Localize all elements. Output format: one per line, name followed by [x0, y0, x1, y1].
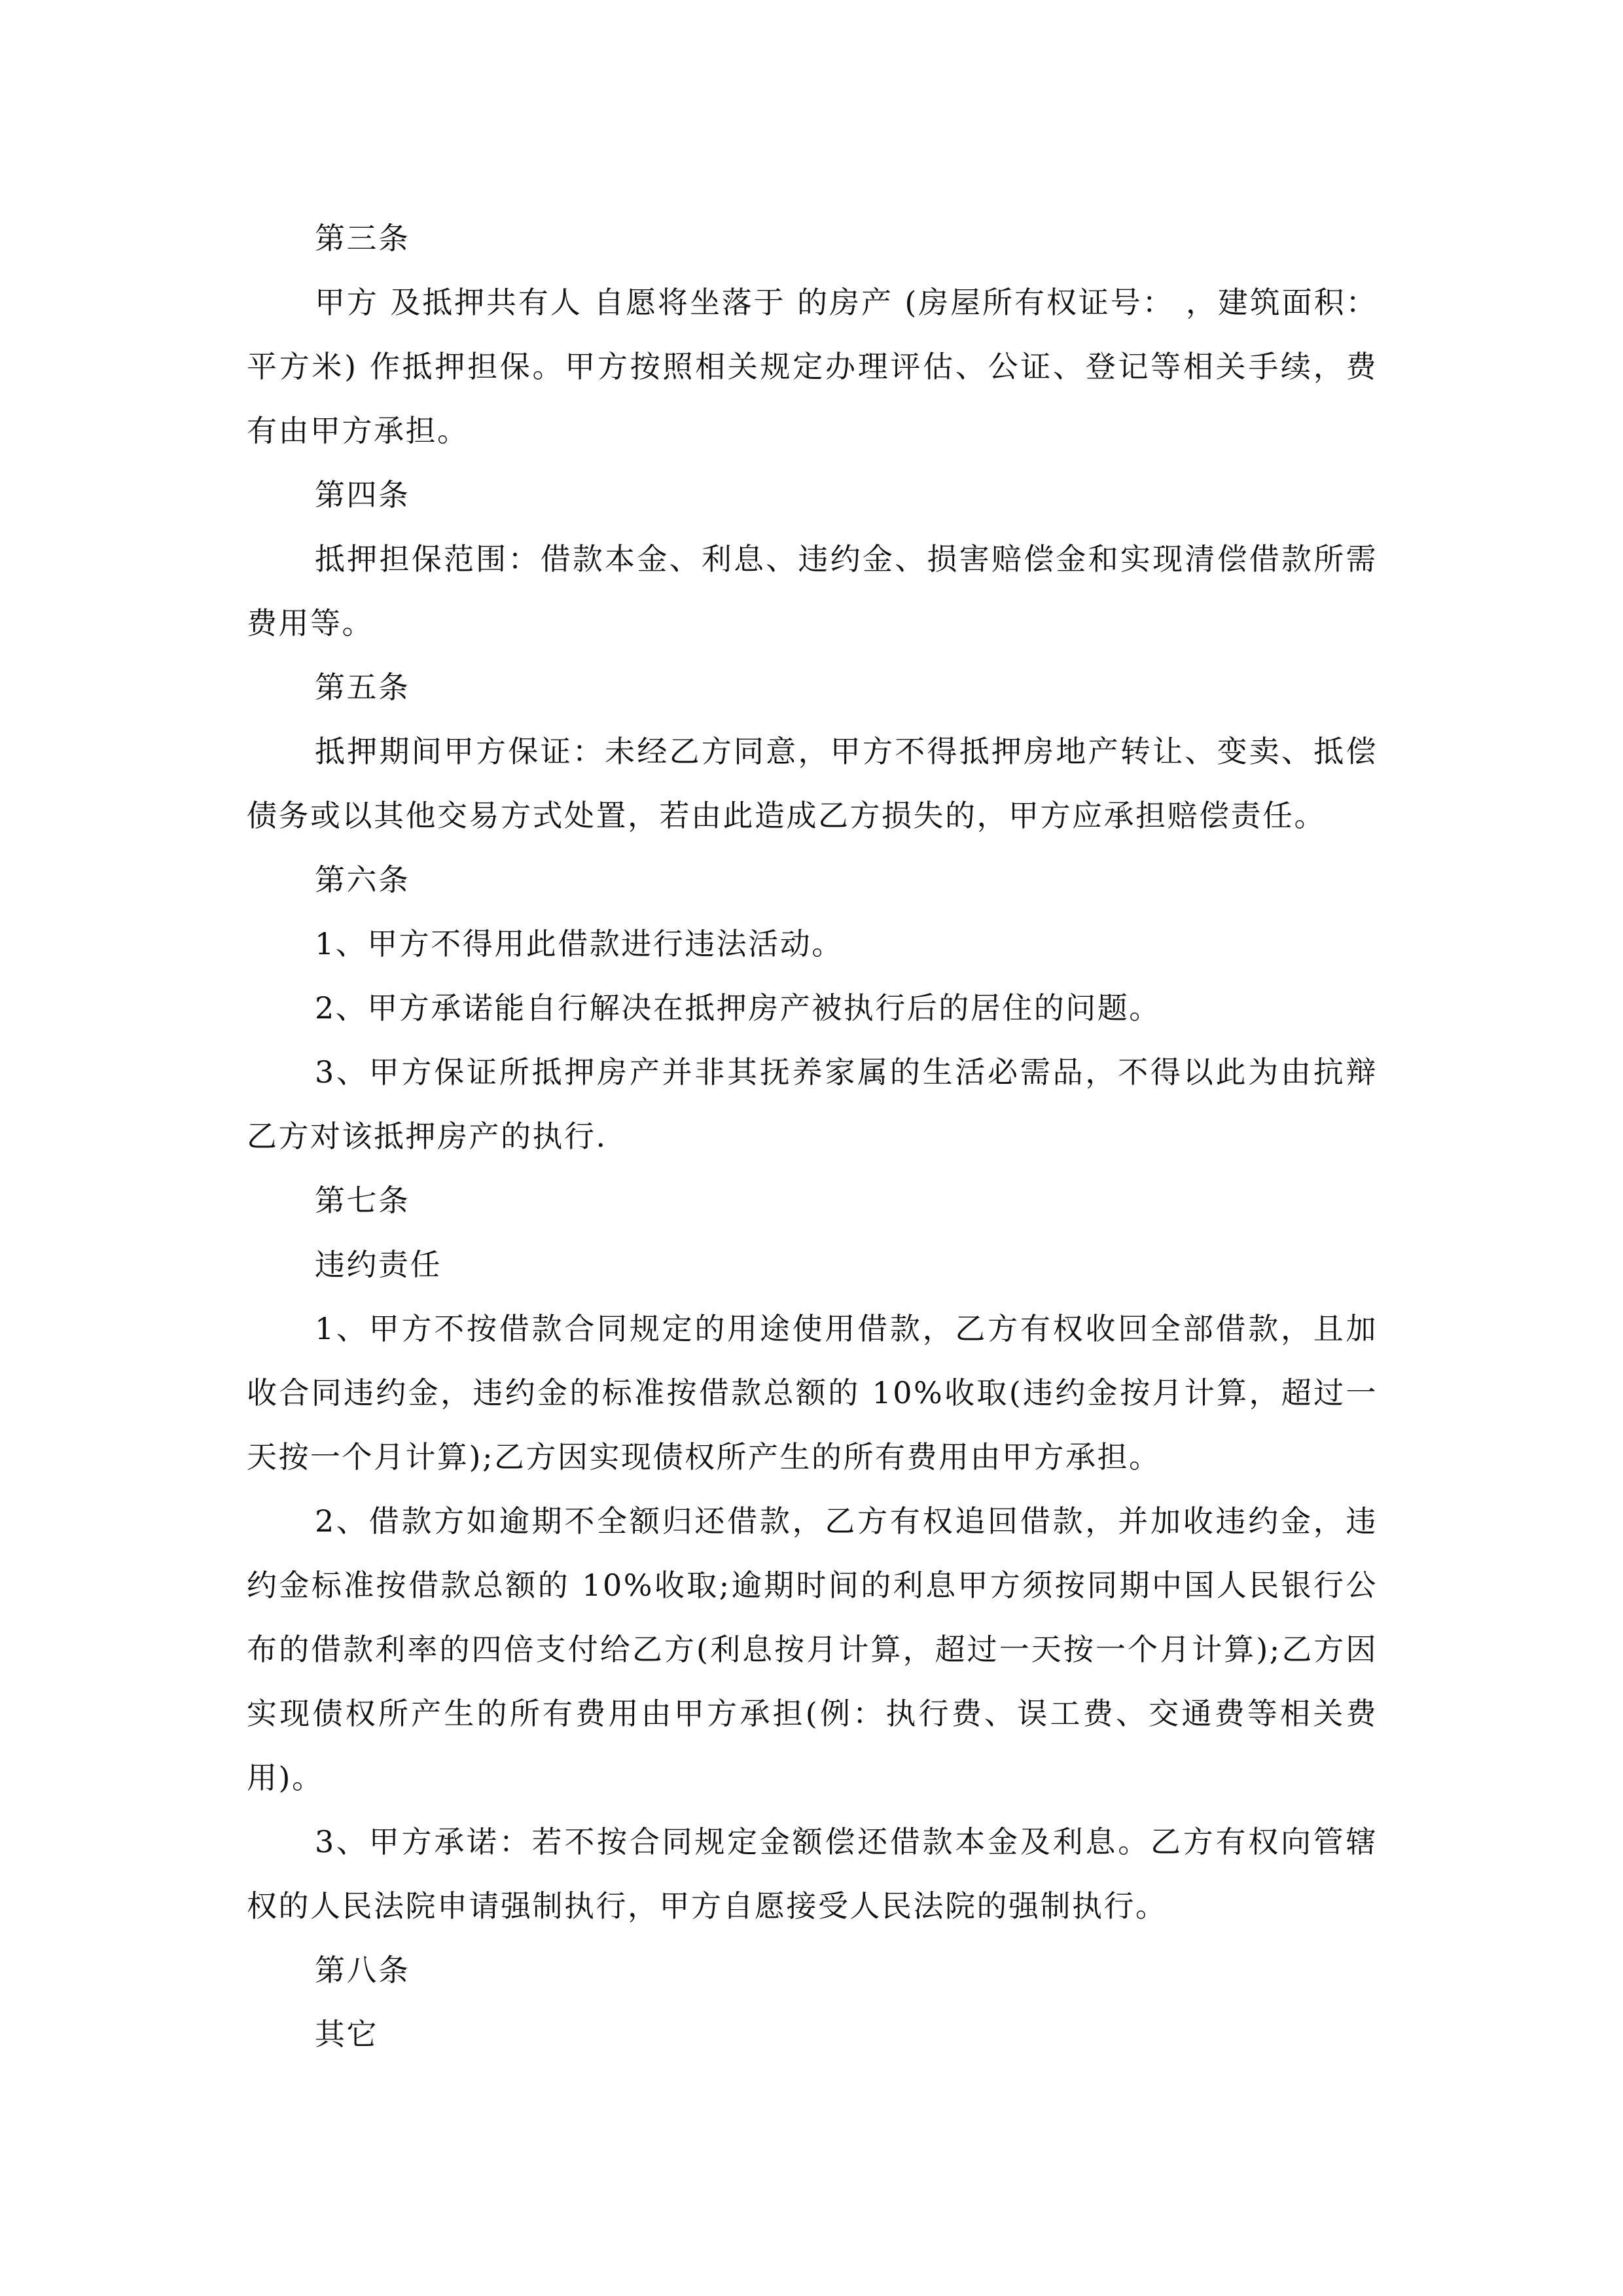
article-5-text: 抵押期间甲方保证：未经乙方同意，甲方不得抵押房地产转让、变卖、抵偿债务或以其他交易方式处置，若由此造成乙方损失的，甲方应承担赔偿责任。: [247, 734, 1378, 833]
article-7-item-2: 2、借款方如逾期不全额归还借款，乙方有权追回借款，并加收违约金，违约金标准按借款总额的 10%收取;逾期时间的利息甲方须按同期中国人民银行公布的借款利率的四倍支付给乙方(利息按月计算，超过一天按一个月计算);乙方因实现债权所产生的所有费用由甲方承担(例：执行费、误工费、交通费等相关费用)。: [247, 1503, 1378, 1795]
article-6-item-1: 1、甲方不得用此借款进行违法活动。: [315, 926, 844, 961]
article-5-heading: 第五条: [315, 670, 410, 705]
article-4-text: 抵押担保范围：借款本金、利息、违约金、损害赔偿金和实现清偿借款所需费用等。: [247, 541, 1378, 641]
document-body: [247, 206, 1378, 2066]
article-8-subtitle: 其它: [315, 2017, 378, 2052]
article-7-item-1: 1、甲方不按借款合同规定的用途使用借款，乙方有权收回全部借款，且加收合同违约金，违约金的标准按借款总额的 10%收取(违约金按月计算，超过一天按一个月计算);乙方因实现债权所产生的所有费用由甲方承担。: [247, 1311, 1378, 1475]
article-7-subtitle: 违约责任: [315, 1247, 442, 1282]
article-4-heading: 第四条: [315, 477, 410, 512]
article-8-heading: 第八条: [315, 1952, 410, 1988]
article-7-item-3: 3、甲方承诺：若不按合同规定金额偿还借款本金及利息。乙方有权向管辖权的人民法院申请强制执行，甲方自愿接受人民法院的强制执行。: [247, 1824, 1378, 1924]
article-3-heading: 第三条: [315, 221, 410, 256]
article-7-heading: 第七条: [315, 1183, 410, 1218]
article-3-text: 甲方 及抵押共有人 自愿将坐落于 的房产 (房屋所有权证号： ，建筑面积： 平方米) 作抵押担保。甲方按照相关规定办理评估、公证、登记等相关手续，费有由甲方承担。: [247, 285, 1378, 448]
article-6-heading: 第六条: [315, 862, 410, 897]
article-6-item-2: 2、甲方承诺能自行解决在抵押房产被执行后的居住的问题。: [315, 990, 1161, 1026]
article-6-item-3: 3、甲方保证所抵押房产并非其抚养家属的生活必需品，不得以此为由抗辩乙方对该抵押房产的执行.: [247, 1054, 1378, 1154]
